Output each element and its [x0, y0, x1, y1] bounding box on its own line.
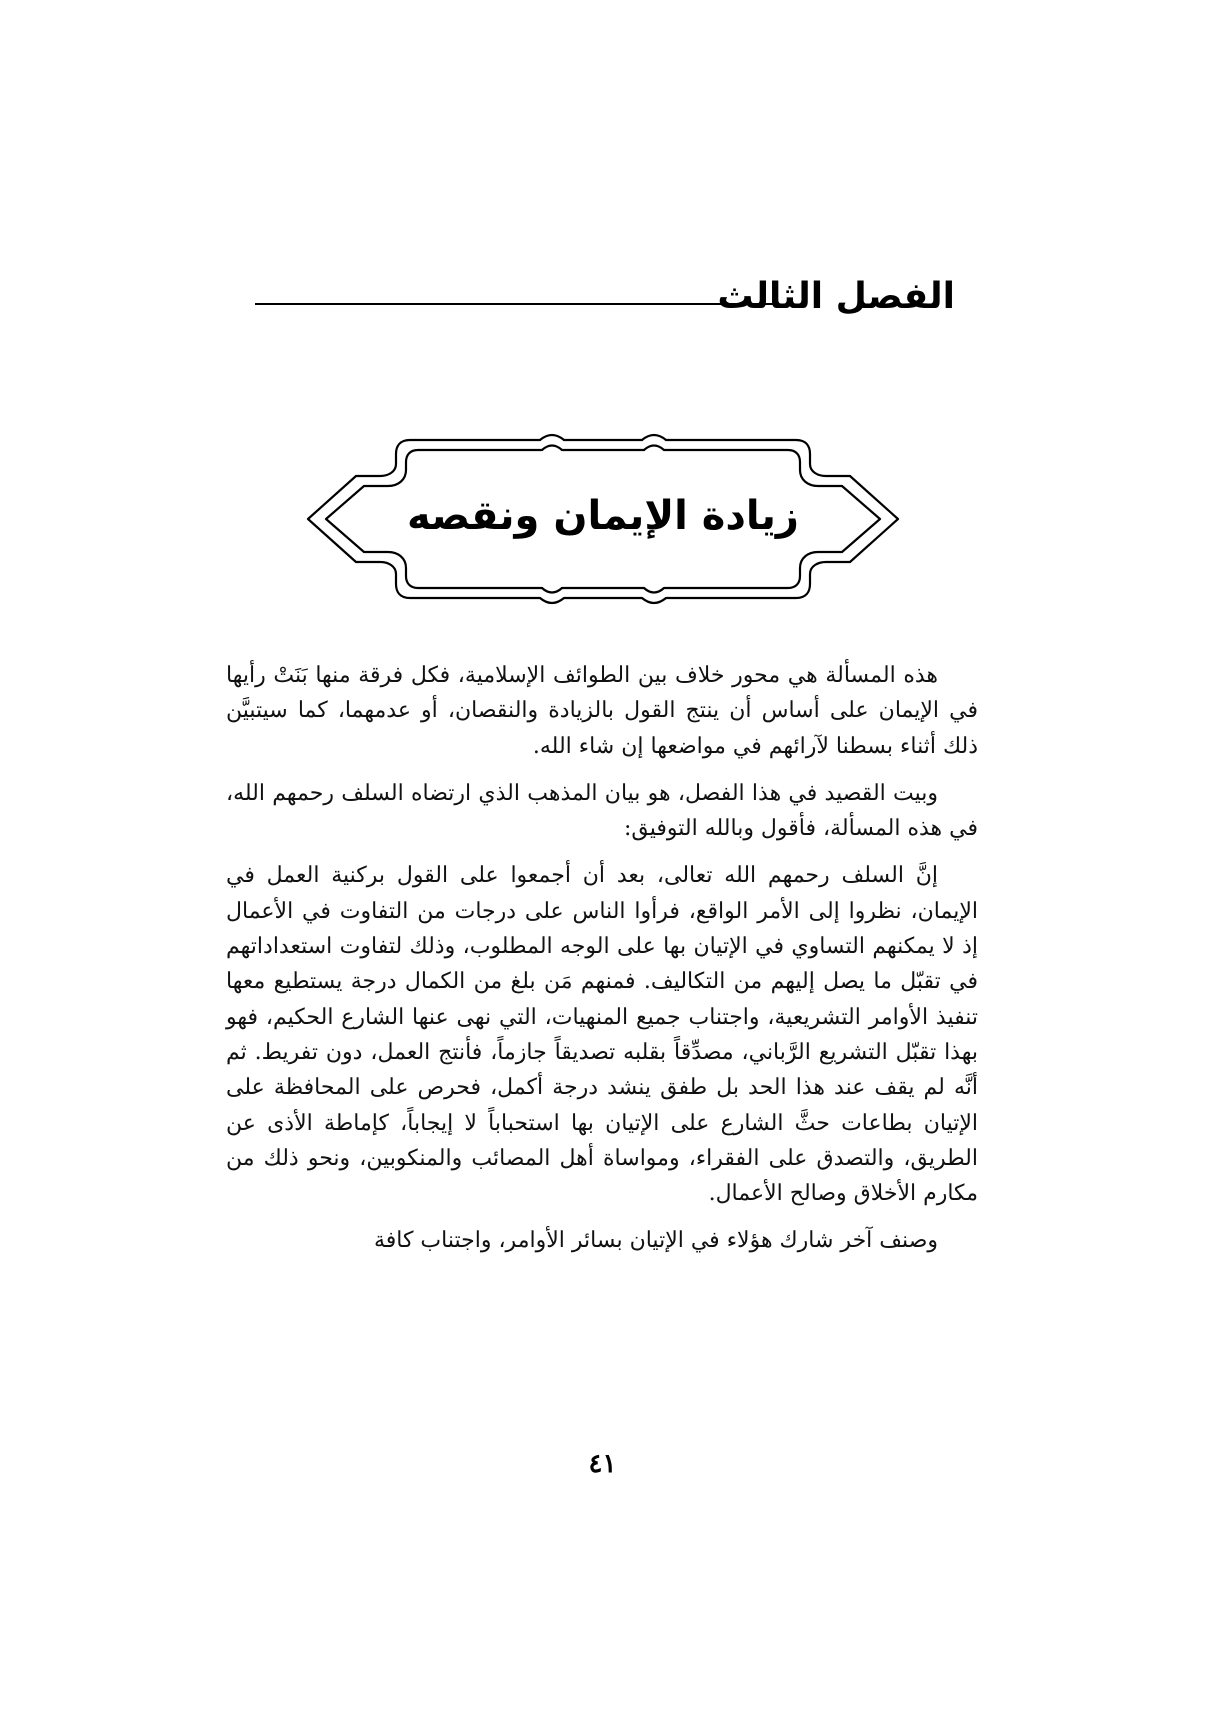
page-number: ٤١ — [588, 1449, 617, 1479]
chapter-header — [255, 272, 955, 322]
paragraph-4: وصنف آخر شارك هؤلاء في الإتيان بسائر الأوامر، واجتناب كافة — [373, 1228, 938, 1254]
body-text — [226, 658, 978, 1271]
section-title: زيادة الإيمان ونقصه — [407, 493, 799, 539]
paragraph-2: وبيت القصيد في هذا الفصل، هو بيان المذهب الذي ارتضاه السلف رحمهم الله، في هذه المسألة، فأقول وبالله التوفيق: — [226, 780, 978, 842]
paragraph-3: إنَّ السلف رحمهم الله تعالى، بعد أن أجمعوا على القول بركنية العمل في الإيمان، نظروا إلى الأمر الواقع، فرأوا الناس على درجات من التفاوت في الأعمال إذ لا يمكنهم التساوي في الإتيان بها على الوجه المطلوب، وذلك لتفاوت استعداداتهم في تقبّل ما يصل إليهم من التكاليف. فمنهم مَن بلغ من الكمال درجة يستطيع معها تنفيذ الأوامر التشريعية، واجتناب جميع المنهيات، التي نهى عنها الشارع الحكيم، فهو بهذا تقبّل التشريع الرَّباني، مصدِّقاً بقلبه تصديقاً جازماً، فأنتج العمل، دون تفريط. ثم أنَّه لم يقف عند هذا الحد بل طفق ينشد درجة أكمل، فحرص على المحافظة على الإتيان بطاعات حثَّ الشارع على الإتيان بها استحباباً لا إيجاباً، كإماطة الأذى عن الطريق، والتصدق على الفقراء، ومواساة أهل المصائب والمنكوبين، ونحو ذلك من مكارم الأخلاق وصالح الأعمال. — [226, 863, 978, 1207]
section-title-frame — [290, 428, 916, 610]
chapter-divider-rule — [255, 303, 777, 305]
chapter-title: الفصل الثالث — [717, 276, 955, 317]
paragraph-1: هذه المسألة هي محور خلاف بين الطوائف الإسلامية، فكل فرقة منها بَنَتْ رأيها في الإيمان على أساس أن ينتج القول بالزيادة والنقصان، أو عدمهما، كما سيتبيَّن ذلك أثناء بسطنا لآرائهم في مواضعها إن شاء الله. — [226, 663, 978, 759]
